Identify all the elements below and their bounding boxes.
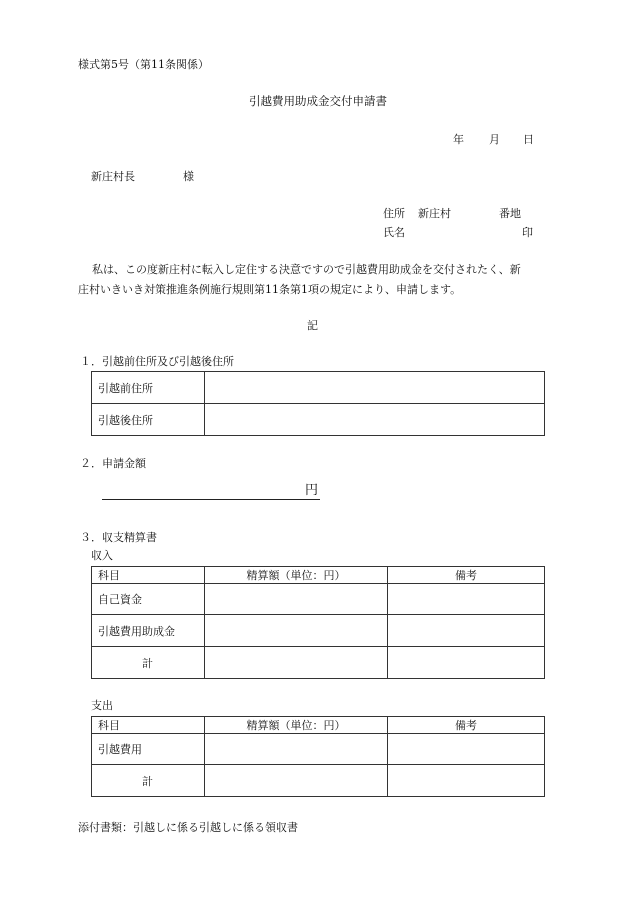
income-table: [91, 566, 545, 679]
section2-heading: ２．申請金額: [80, 457, 146, 470]
body-paragraph-line2: 庄村いきいき対策推進条例施行規則第11条第1項の規定により、申請します。: [78, 283, 462, 296]
date-year-label: 年: [453, 133, 464, 146]
addressee: 新庄村長: [91, 170, 135, 183]
income-total-label: 計: [92, 647, 205, 679]
income-amount-cell[interactable]: [205, 615, 388, 647]
date-day-label: 日: [523, 133, 534, 146]
income-row-label: 自己資金: [92, 584, 205, 615]
address-village: 新庄村: [418, 207, 451, 220]
column-header-amount: 精算額（単位：円）: [205, 717, 388, 734]
ki-mark: 記: [307, 319, 318, 332]
table-row: [92, 372, 545, 404]
address-label: 住所: [383, 207, 405, 220]
expense-row-label: 引越費用: [92, 734, 205, 765]
date-month-label: 月: [489, 133, 500, 146]
page-title: 引越費用助成金交付申請書: [249, 94, 387, 108]
expense-remarks-cell[interactable]: [388, 734, 545, 765]
form-number: 様式第5号（第11条関係）: [78, 58, 209, 71]
attachments-note: 添付書類：引越しに係る引越しに係る領収書: [78, 821, 298, 834]
column-header-remarks: 備考: [388, 567, 545, 584]
expense-total-amount-cell[interactable]: [205, 765, 388, 797]
table-row: [92, 734, 545, 765]
name-label: 氏名: [383, 226, 405, 239]
table-row: [92, 615, 545, 647]
column-header-remarks: 備考: [388, 717, 545, 734]
body-paragraph-line1: 私は、この度新庄村に転入し定住する決意ですので引越費用助成金を交付されたく、新: [92, 263, 521, 276]
expense-amount-cell[interactable]: [205, 734, 388, 765]
income-total-remarks-cell[interactable]: [388, 647, 545, 679]
column-header-amount: 精算額（単位：円）: [205, 567, 388, 584]
amount-underline: [102, 499, 320, 500]
income-row-label: 引越費用助成金: [92, 615, 205, 647]
section1-heading: １．引越前住所及び引越後住所: [80, 355, 234, 368]
expense-table: [91, 716, 545, 797]
honorific: 様: [183, 170, 194, 183]
yen-unit: 円: [305, 483, 319, 498]
column-header-subject: 科目: [92, 717, 205, 734]
table-header-row: [92, 567, 545, 584]
section3-heading: ３．収支精算書: [80, 531, 157, 544]
income-label: 収入: [91, 549, 113, 562]
address-table: [91, 371, 545, 436]
expense-total-remarks-cell[interactable]: [388, 765, 545, 797]
expense-label: 支出: [91, 699, 113, 712]
amount-field[interactable]: [104, 484, 304, 498]
income-amount-cell[interactable]: [205, 584, 388, 615]
before-address-field[interactable]: [205, 372, 545, 404]
after-address-field[interactable]: [205, 404, 545, 436]
table-row: [92, 584, 545, 615]
after-address-label: 引越後住所: [92, 404, 205, 436]
table-row: [92, 647, 545, 679]
expense-total-label: 計: [92, 765, 205, 797]
income-remarks-cell[interactable]: [388, 615, 545, 647]
column-header-subject: 科目: [92, 567, 205, 584]
table-row: [92, 404, 545, 436]
table-header-row: [92, 717, 545, 734]
before-address-label: 引越前住所: [92, 372, 205, 404]
income-total-amount-cell[interactable]: [205, 647, 388, 679]
income-remarks-cell[interactable]: [388, 584, 545, 615]
table-row: [92, 765, 545, 797]
address-number-label: 番地: [499, 207, 521, 220]
seal-mark: 印: [522, 226, 533, 239]
